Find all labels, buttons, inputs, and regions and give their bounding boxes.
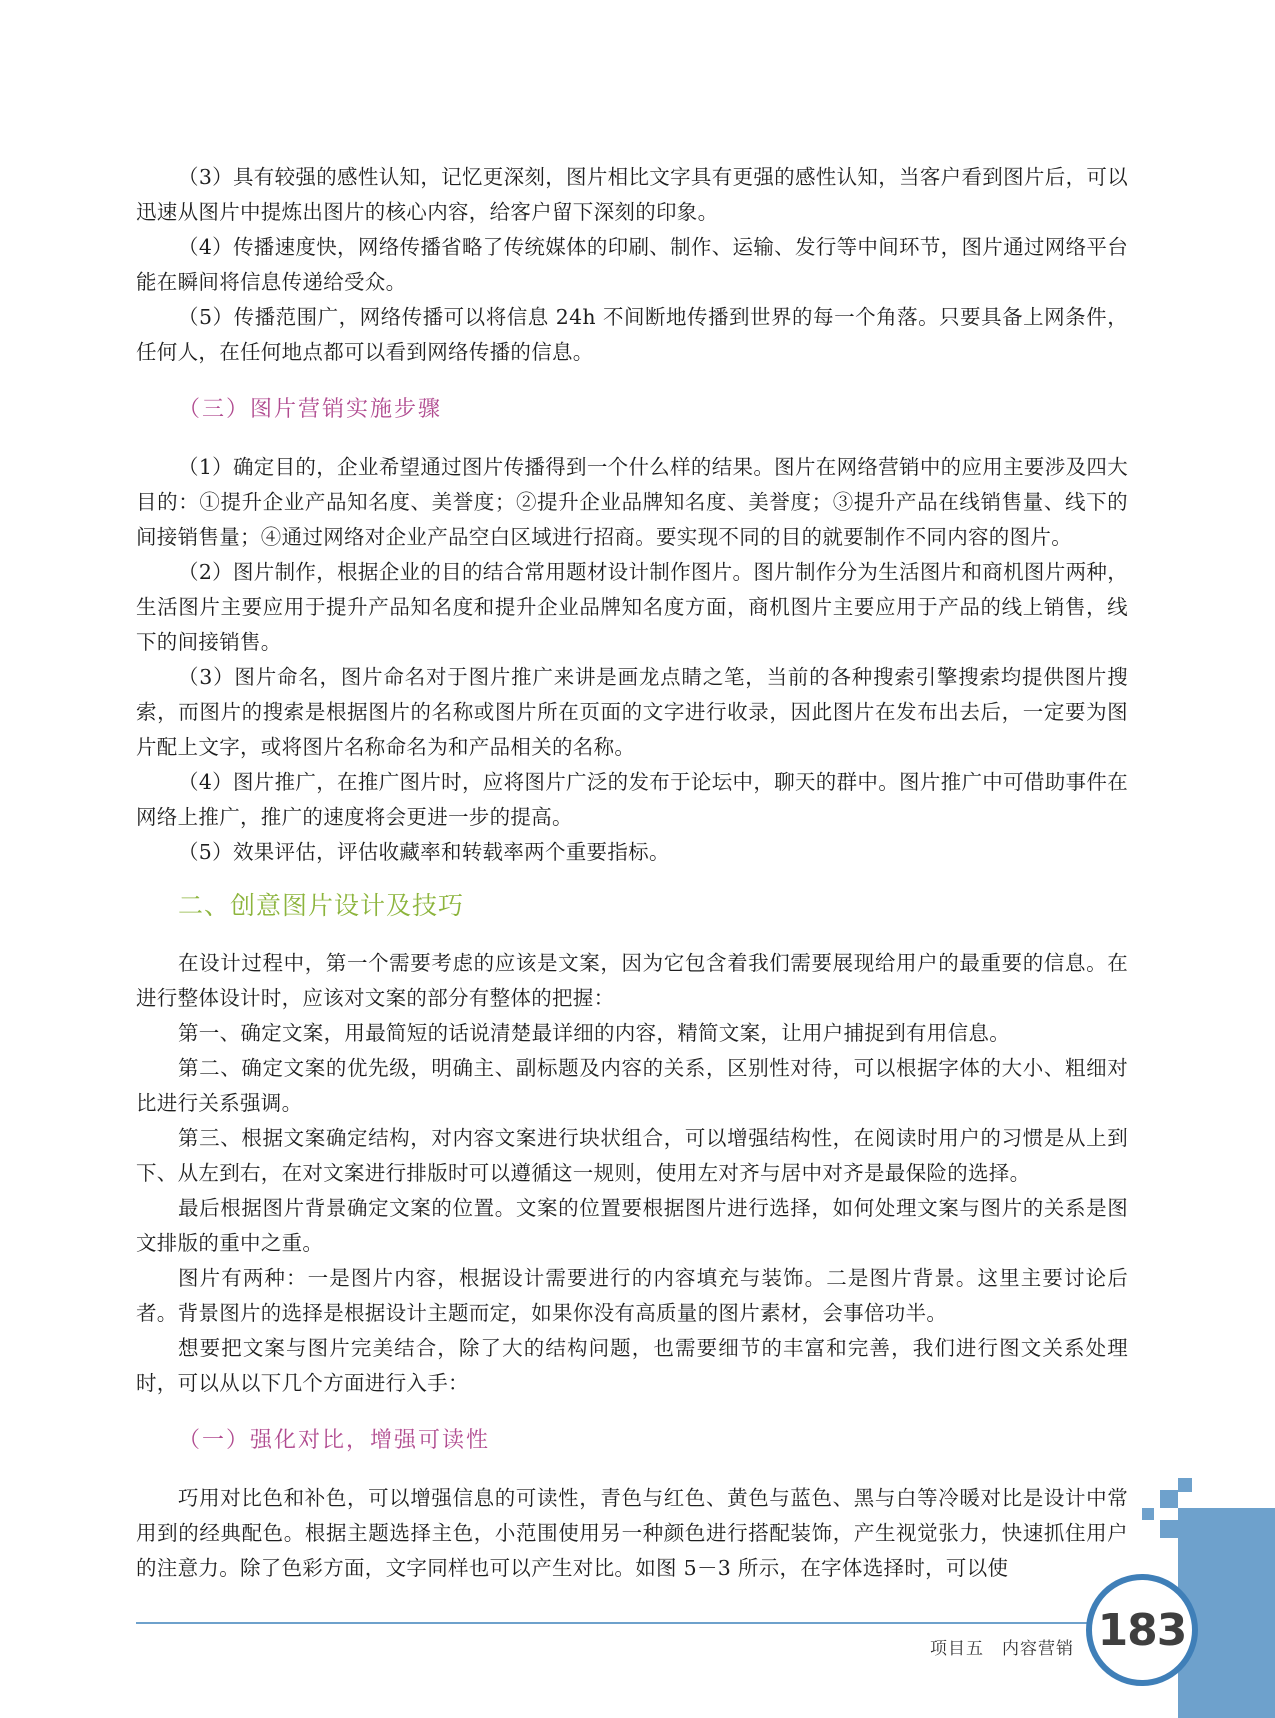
paragraph: （3）图片命名，图片命名对于图片推广来讲是画龙点睛之笔，当前的各种搜索引擎搜索均提供图片搜索，而图片的搜索是根据图片的名称或图片所在页面的文字进行收录，因此图片在发布出去后，一定要为图片配上文字，或将图片名称命名为和产品相关的名称。 bbox=[136, 665, 1128, 759]
decoration-square bbox=[1142, 1508, 1154, 1520]
decoration-square bbox=[1160, 1490, 1178, 1508]
footer-line bbox=[136, 1622, 1096, 1624]
paragraph: 在设计过程中，第一个需要考虑的应该是文案，因为它包含着我们需要展现给用户的最重要的信息。在进行整体设计时，应该对文案的部分有整体的把握： bbox=[136, 951, 1128, 1010]
paragraph: 第二、确定文案的优先级，明确主、副标题及内容的关系，区别性对待，可以根据字体的大小、粗细对比进行关系强调。 bbox=[136, 1056, 1128, 1115]
subheading-implementation-steps: （三）图片营销实施步骤 bbox=[178, 397, 443, 422]
paragraph: （2）图片制作，根据企业的目的结合常用题材设计制作图片。图片制作分为生活图片和商机图片两种，生活图片主要应用于提升产品知名度和提升企业品牌知名度方面，商机图片主要应用于产品的线上销售，线下的间接销售。 bbox=[136, 560, 1128, 654]
paragraph: 图片有两种：一是图片内容，根据设计需要进行的内容填充与装饰。二是图片背景。这里主要讨论后者。背景图片的选择是根据设计主题而定，如果你没有高质量的图片素材，会事倍功半。 bbox=[136, 1266, 1128, 1325]
paragraph: （3）具有较强的感性认知，记忆更深刻，图片相比文字具有更强的感性认知，当客户看到图片后，可以迅速从图片中提炼出图片的核心内容，给客户留下深刻的印象。 bbox=[136, 165, 1128, 224]
paragraph: （5）效果评估，评估收藏率和转载率两个重要指标。 bbox=[178, 840, 670, 864]
paragraph: （1）确定目的，企业希望通过图片传播得到一个什么样的结果。图片在网络营销中的应用主要涉及四大目的：①提升企业产品知名度、美誉度；②提升企业品牌知名度、美誉度；③提升产品在线销售量、线下的间接销售量；④通过网络对企业产品空白区域进行招商。要实现不同的目的就要制作不同内容的图片。 bbox=[136, 455, 1128, 549]
page-number-badge bbox=[1086, 1574, 1198, 1686]
page-body bbox=[136, 160, 1128, 1586]
paragraph: （5）传播范围广，网络传播可以将信息 24h 不间断地传播到世界的每一个角落。只要具备上网条件，任何人，在任何地点都可以看到网络传播的信息。 bbox=[136, 305, 1128, 364]
footer-label bbox=[930, 1634, 1092, 1659]
paragraph: 巧用对比色和补色，可以增强信息的可读性，青色与红色、黄色与蓝色、黑与白等冷暖对比是设计中常用到的经典配色。根据主题选择主色，小范围使用另一种颜色进行搭配装饰，产生视觉张力，快速抓住用户的注意力。除了色彩方面，文字同样也可以产生对比。如图 5－3 所示，在字体选择时，可以使 bbox=[136, 1486, 1128, 1580]
paragraph: （4）图片推广，在推广图片时，应将图片广泛的发布于论坛中，聊天的群中。图片推广中可借助事件在网络上推广，推广的速度将会更进一步的提高。 bbox=[136, 770, 1128, 829]
section-heading-creative-design: 二、创意图片设计及技巧 bbox=[178, 891, 465, 920]
decoration-square bbox=[1160, 1520, 1178, 1538]
paragraph: 第三、根据文案确定结构，对内容文案进行块状组合，可以增强结构性，在阅读时用户的习惯是从上到下、从左到右，在对文案进行排版时可以遵循这一规则，使用左对齐与居中对齐是最保险的选择。 bbox=[136, 1126, 1128, 1185]
subheading-contrast: （一）强化对比，增强可读性 bbox=[178, 1428, 491, 1453]
paragraph: （4）传播速度快，网络传播省略了传统媒体的印刷、制作、运输、发行等中间环节，图片通过网络平台能在瞬间将信息传递给受众。 bbox=[136, 235, 1128, 294]
paragraph: 想要把文案与图片完美结合，除了大的结构问题，也需要细节的丰富和完善，我们进行图文关系处理时，可以从以下几个方面进行入手： bbox=[136, 1336, 1128, 1395]
decoration-square bbox=[1178, 1478, 1192, 1492]
footer-chapter: 内容营销 bbox=[1002, 1639, 1074, 1659]
paragraph: 最后根据图片背景确定文案的位置。文案的位置要根据图片进行选择，如何处理文案与图片的关系是图文排版的重中之重。 bbox=[136, 1196, 1128, 1255]
footer-project: 项目五 bbox=[930, 1639, 984, 1659]
page-number: 183 bbox=[1097, 1604, 1187, 1656]
paragraph: 第一、确定文案，用最简短的话说清楚最详细的内容，精简文案，让用户捕捉到有用信息。 bbox=[178, 1021, 1010, 1045]
